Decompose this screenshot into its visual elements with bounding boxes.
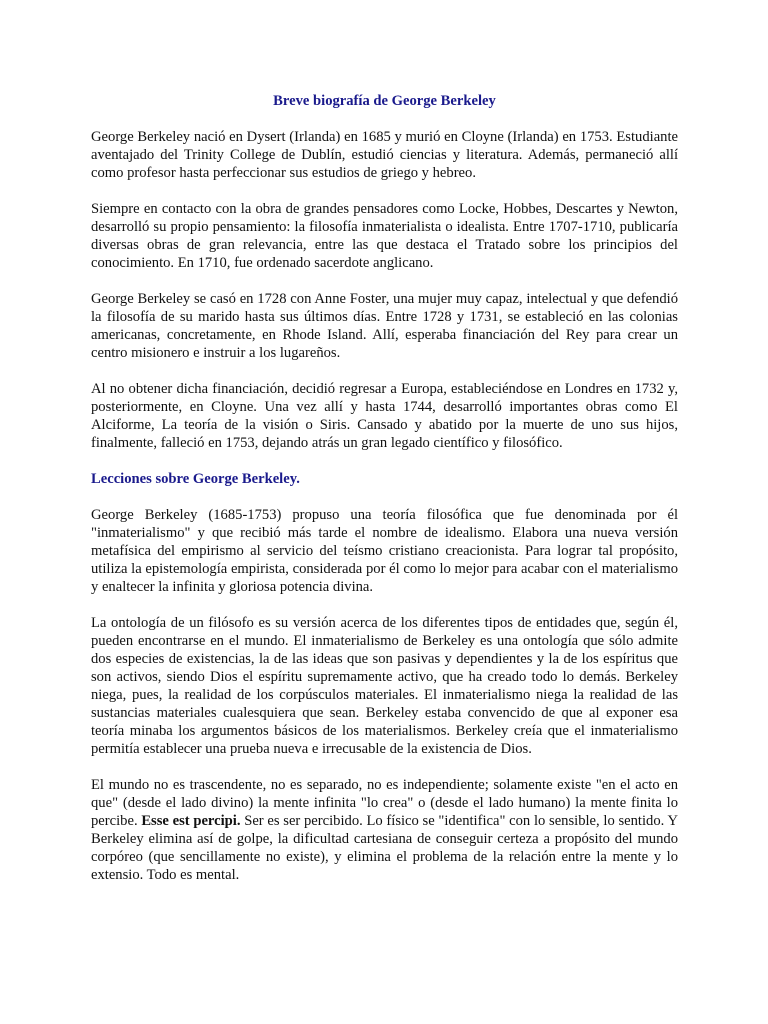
section-subtitle: Lecciones sobre George Berkeley. <box>91 471 300 487</box>
lesson-paragraph-3-start: El mundo no es trascendente, no es separado, no es independiente; solamente existe "en el acto en que" (desde el lado divino) la mente infinita "lo crea" o (desde el lado humano) la mente finita lo percibe. <box>91 777 678 829</box>
esse-est-percipi-bold: Esse est percipi. <box>141 813 241 829</box>
document-page <box>91 92 678 902</box>
biography-paragraph-1: George Berkeley nació en Dysert (Irlanda) en 1685 y murió en Cloyne (Irlanda) en 1753. Estudiante aventajado del Trinity College de Dublín, estudió ciencias y literatura. Además, permaneció allí como profesor hasta perfeccionar sus estudios de griego y hebreo. <box>91 129 678 181</box>
biography-paragraph-4: Al no obtener dicha financiación, decidió regresar a Europa, estableciéndose en Londres en 1732 y, posteriormente, en Cloyne. Una vez allí y hasta 1744, desarrolló importantes obras como El Alciforme, La teoría de la visión o Siris. Cansado y abatido por la muerte de uno sus hijos, finalmente, falleció en 1753, dejando atrás un gran legado científico y filosófico. <box>91 381 678 451</box>
lesson-paragraph-1: George Berkeley (1685-1753) propuso una teoría filosófica que fue denominada por él "inmaterialismo" y que recibió más tarde el nombre de idealismo. Elabora una nueva versión metafísica del empirismo al servicio del teísmo cristiano creacionista. Para lograr tal propósito, utiliza la epistemología empirista, considerada por él como lo mejor para acabar con el materialismo y enaltecer la infinita y gloriosa potencia divina. <box>91 507 678 595</box>
document-title: Breve biografía de George Berkeley <box>273 93 496 109</box>
lesson-paragraph-3-end: Ser es ser percibido. Lo físico se "identifica" con lo sensible, lo sentido. Y Berkeley elimina así de golpe, la dificultad cartesiana de conseguir certeza a propósito del mundo corpóreo (que sencillamente no existe), y elimina el problema de la relación entre la mente y lo extensio. Todo es mental. <box>91 813 678 883</box>
biography-paragraph-3: George Berkeley se casó en 1728 con Anne Foster, una mujer muy capaz, intelectual y que defendió la filosofía de su marido hasta sus últimos días. Entre 1728 y 1731, se estableció en las colonias americanas, concretamente, en Rhode Island. Allí, esperaba financiación del Rey para crear un centro misionero e instruir a los lugareños. <box>91 291 678 361</box>
lesson-paragraph-2: La ontología de un filósofo es su versión acerca de los diferentes tipos de entidades que, según él, pueden encontrarse en el mundo. El inmaterialismo de Berkeley es una ontología que sólo admite dos especies de existencias, la de las ideas que son pasivas y dependientes y la de los espíritus que son activos, siendo Dios el espíritu supremamente activo, que ha creado todo lo demás. Berkeley niega, pues, la realidad de los corpúsculos materiales. El inmaterialismo niega la realidad de las sustancias materiales cualesquiera que sean. Berkeley estaba convencido de que al exponer esa teoría minaba los argumentos básicos de los materialismos. Berkeley creía que el inmaterialismo permitía establecer una prueba nueva e irrecusable de la existencia de Dios. <box>91 615 678 757</box>
lesson-paragraph-3 <box>91 776 678 884</box>
biography-paragraph-2: Siempre en contacto con la obra de grandes pensadores como Locke, Hobbes, Descartes y Newton, desarrolló su propio pensamiento: la filosofía inmaterialista o idealista. Entre 1707-1710, publicaría diversas obras de gran relevancia, entre las que destaca el Tratado sobre los principios del conocimiento. En 1710, fue ordenado sacerdote anglicano. <box>91 201 678 271</box>
